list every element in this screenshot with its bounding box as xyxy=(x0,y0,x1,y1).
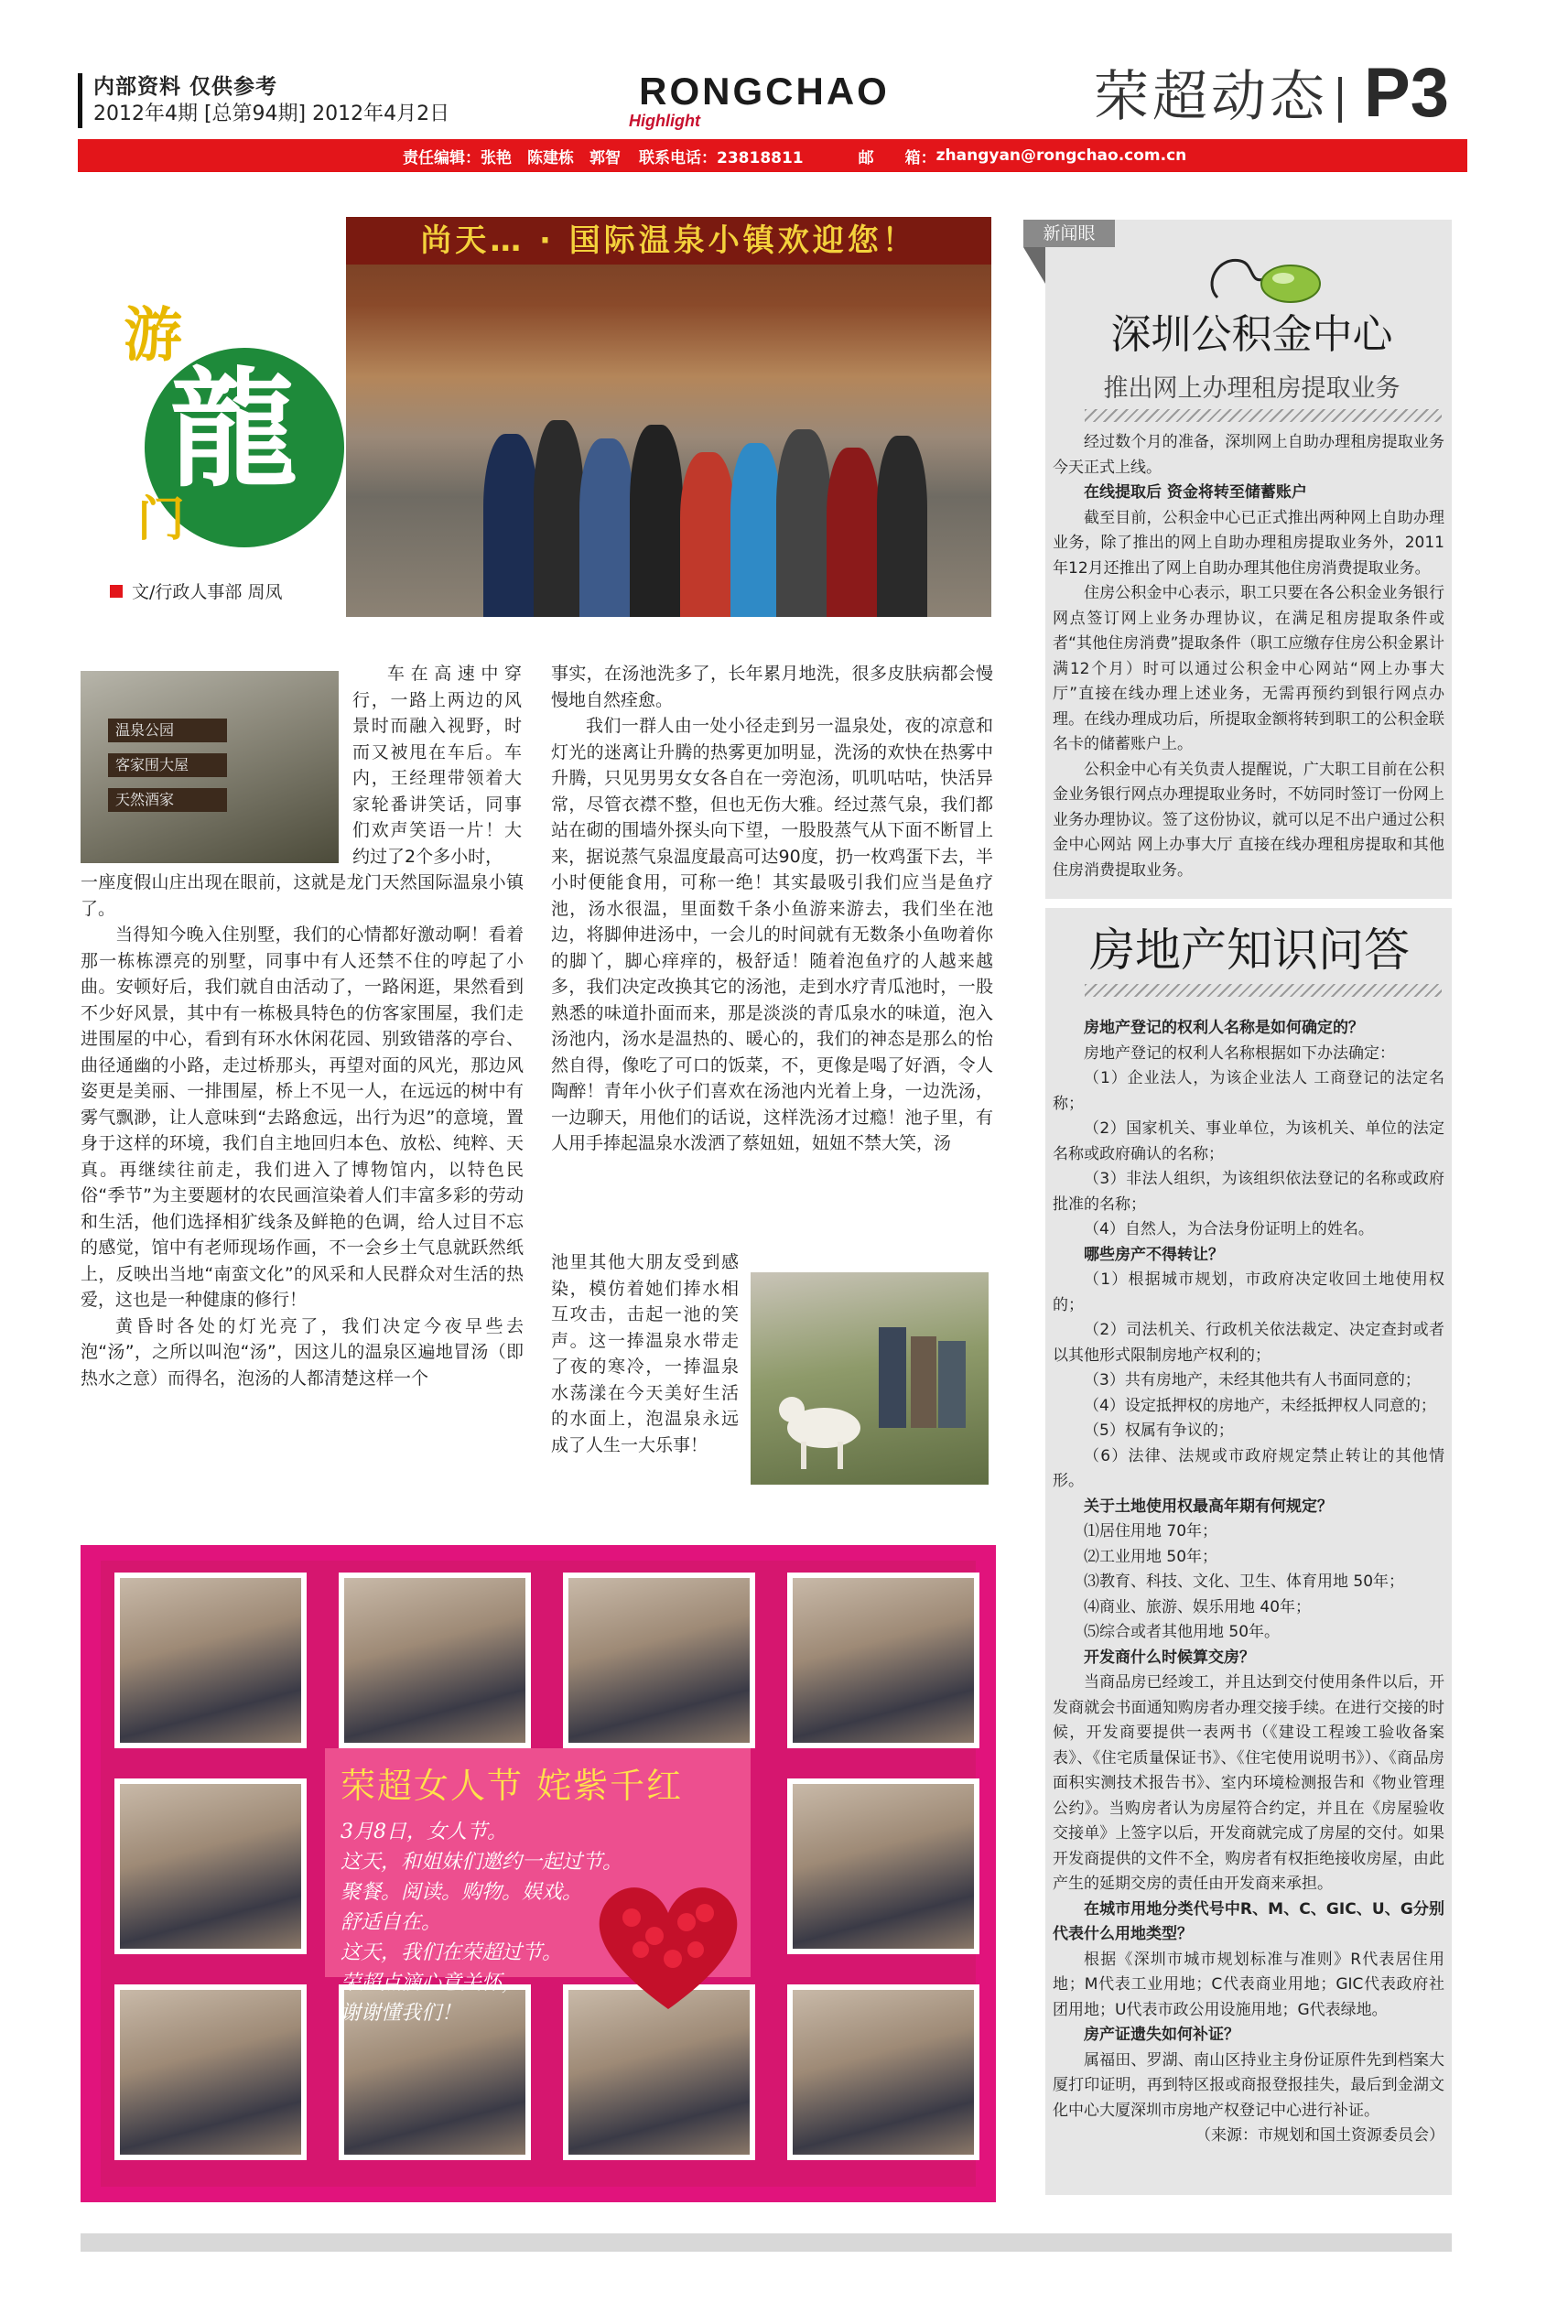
news-paragraph: 住房公积金中心表示，职工只要在各公积金业务银行网点签订网上业务办理协议，在满足租房提取条件或者“其他住房消费”提取条件（职工应缴存住房公积金累计满12个月）时可以通过公积金中心网站“网上办事大厅”直接在线办理上述业务，无需再预约到银行网点办理。在线办理成功后，所提取金额将转到职工的公积金联名卡的储蓄账户上。 xyxy=(1053,584,1444,753)
news-subtitle: 推出网上办理租房提取业务 xyxy=(1103,374,1400,403)
qa-answer: （3）非法人组织，为该组织依法登记的名称或政府批准的名称； xyxy=(1053,1170,1444,1214)
paragraph: 事实，在汤池洗多了，长年累月地洗，很多皮肤病都会慢慢地自然痊愈。 xyxy=(551,664,993,710)
email: zhangyan@rongchao.com.cn xyxy=(935,146,1187,165)
article-text xyxy=(551,1249,739,1458)
qa-answer: 当商品房已经竣工，并且达到交付使用条件以后，开发商就会书面通知购房者办理交接手续。在进行交接的时候，开发商要提供一表两书（《建设工程竣工验收备案表》、《住宅质量保证书》、《住宅使用说明书》）、《商品房面积实测技术报告书》、室内环境检测报告和《物业管理公约》。当购房者认为房屋符合约定，并且在《房屋验收交接单》上签字以后，开发商就完成了房屋的交付。如果开发商提供的文件不全，购房者有权拒绝接收房屋，由此产生的延期交房的责任由开发商来承担。 xyxy=(1053,1673,1444,1893)
title-char-men: 门 xyxy=(137,492,186,547)
qa-answer: ⑶教育、科技、文化、卫生、体育用地 50年； xyxy=(1084,1573,1405,1591)
header-divider xyxy=(1338,77,1342,123)
zigzag-divider xyxy=(1085,984,1442,997)
qa-source: （来源：市规划和国土资源委员会） xyxy=(1195,2126,1444,2145)
paragraph: 当得知今晚入住别墅，我们的心情都好激动啊！看着那一栋栋漂亮的别墅，同事中有人还禁不住的哼起了小曲。安顿好后，我们就自由活动了，一路闲逛，果然看到不少好风景，其中有一栋极具特色的仿客家围屋，我们走进围屋的中心，看到有环水休闲花园、别致错落的亭台、曲径通幽的小路，走过桥那头，再望对面的风光，那边风姿更是美丽、一排围屋，桥上不见一人，在远远的树中有雾气飘渺，让人意味到“去路愈远，出行为迟”的意境，置身于这样的环境，我们自主地回归本色、放松、纯粹、天真。再继续往前走，我们进入了博物馆内，以特色民俗“季节”为主要题材的农民画渲染着人们丰富多彩的劳动和生活，他们选择相犷线条及鲜艳的色调，给人过目不忘的感觉，馆中有老师现场作画，不一会乡土气息就跃然纸上，反映出当地“南蛮文化”的风采和人民群众对生活的热爱，这也是一种健康的修行！ xyxy=(81,924,524,1310)
zigzag-divider xyxy=(1085,409,1442,422)
qa-answer: （1）企业法人，为该企业法人 工商登记的法定名称； xyxy=(1053,1069,1444,1113)
paragraph: 车在高速中穿行，一路上两边的风景时而融入视野，时而又被甩在车后。车内，王经理带领着大家轮番讲笑话，同事们欢声笑语一片！大约过了2个多小时， xyxy=(352,664,522,867)
qa-question: 在城市用地分类代号中R、M、C、GIC、U、G分别代表什么用地类型？ xyxy=(1053,1899,1444,1943)
qa-answer: ⑵工业用地 50年； xyxy=(1084,1547,1218,1566)
qa-answer: （4）自然人，为合法身份证明上的姓名。 xyxy=(1084,1220,1374,1238)
article-text xyxy=(81,870,524,1391)
poem-line: 这天，我们在荣超过节。 xyxy=(341,1941,563,1964)
poem-line: 舒适自在。 xyxy=(341,1911,442,1934)
poem-line: 这天，和姐妹们邀约一起过节。 xyxy=(341,1851,623,1874)
event-photo xyxy=(114,1778,307,1954)
section-title: 荣超动态 xyxy=(1094,65,1328,129)
bullet-square-icon xyxy=(110,585,123,598)
paragraph: 池里其他大朋友受到感染，模仿着她们捧水相互攻击，击起一池的笑声。这一捧温泉水带走了夜的寒冷，一捧温泉水荡漾在今天美好生活的水面上，泡温泉永远成了人生一大乐事！ xyxy=(551,1252,739,1455)
photo-banner: 尚天… · 国际温泉小镇欢迎您！ xyxy=(346,217,991,265)
event-photo xyxy=(339,1573,531,1748)
womens-day-poem xyxy=(341,1817,622,2028)
email-label: 邮 箱： xyxy=(858,148,936,168)
article-text xyxy=(352,661,522,870)
qa-answer: 属福田、罗湖、南山区持业主身份证原件先到档案大厦打印证明，再到特区报或商报登报挂失，最后到金湖文化中心大厦深圳市房地产权登记中心进行补证。 xyxy=(1053,2050,1444,2120)
qa-answer: ⑴居住用地 70年； xyxy=(1084,1522,1218,1540)
logo-subtitle: Highlight xyxy=(629,112,700,130)
news-subheading: 在线提取后 资金将转至储蓄账户 xyxy=(1084,483,1307,502)
editors: 责任编辑：张艳 陈建栋 郭智 xyxy=(403,148,621,168)
sign-label: 天然酒家 xyxy=(108,788,227,812)
tab-corner xyxy=(1023,247,1045,284)
event-photo xyxy=(787,1573,979,1748)
news-paragraph: 截至目前，公积金中心已正式推出两种网上自助办理业务，除了推出的网上自助办理租房提取业务外，2011年12月还推出了网上自助办理其他住房消费提取业务。 xyxy=(1053,508,1444,578)
qa-answer: 房地产登记的权利人名称根据如下办法确定： xyxy=(1084,1043,1395,1063)
logo-text: RONGCHAO xyxy=(639,70,890,113)
event-photo xyxy=(114,1984,307,2160)
article-text xyxy=(551,661,993,1157)
qa-answer: （5）权属有争议的； xyxy=(1084,1421,1234,1440)
author-text: 文/行政人事部 周凤 xyxy=(132,582,283,602)
event-photo xyxy=(787,1778,979,1954)
byline xyxy=(110,578,282,603)
qa-title: 房地产知识问答 xyxy=(1089,924,1410,977)
qa-answer: （1）根据城市规划，市政府决定收回土地使用权的； xyxy=(1053,1270,1444,1314)
paragraph: 一座度假山庄出现在眼前，这就是龙门天然国际温泉小镇了。 xyxy=(81,872,524,919)
issue-line: 2012年4期 [总第94期] 2012年4月2日 xyxy=(93,103,450,125)
qa-answer: （2）司法机关、行政机关依法裁定、决定查封或者以其他形式限制房地产权利的； xyxy=(1053,1321,1444,1365)
qa-answer: 根据《深圳市城市规划标准与准则》R代表居住用地；M代表工业用地；C代表商业用地；GIC代表政府社团用地；U代表市政公用设施用地；G代表绿地。 xyxy=(1053,1950,1444,2019)
bottom-rule xyxy=(81,2233,1452,2252)
news-paragraph: 公积金中心有关负责人提醒说，广大职工目前在公积金业务银行网点办理提取业务时，不妨同时签订一份网上业务办理协议。签了这份协议，就可以足不出户通过公积金中心网站 网上办事大厅 直接在线办理租房提取和其他住房消费提取业务。 xyxy=(1053,760,1444,880)
qa-question: 房地产登记的权利人名称是如何确定的？ xyxy=(1084,1019,1364,1037)
poem-line: 荣超点滴心意关怀， xyxy=(341,1972,523,1994)
event-photo xyxy=(787,1984,979,2160)
group-photo xyxy=(346,217,991,617)
issue-info xyxy=(78,73,490,128)
news-title: 深圳公积金中心 xyxy=(1110,311,1393,358)
qa-answer: （6）法律、法规或市政府规定禁止转让的其他情形。 xyxy=(1053,1446,1444,1490)
news-tab: 新闻眼 xyxy=(1023,220,1115,247)
poem-line: 3月8日，女人节。 xyxy=(341,1821,507,1843)
qa-question: 开发商什么时候算交房？ xyxy=(1084,1648,1255,1667)
qa-question: 哪些房产不得转让？ xyxy=(1084,1245,1224,1264)
qa-answer: （3）共有房地产，未经其他共有人书面同意的； xyxy=(1084,1371,1421,1389)
womens-day-title: 荣超女人节 姹紫千红 xyxy=(341,1766,684,1806)
event-photo xyxy=(563,1573,755,1748)
qa-question: 房产证遗失如何补证？ xyxy=(1084,2026,1239,2044)
paragraph: 黄昏时各处的灯光亮了，我们决定今夜早些去泡“汤”，之所以叫泡“汤”，因这儿的温泉区遍地冒汤（即热水之意）而得名，泡汤的人都清楚这样一个 xyxy=(81,1315,524,1389)
qa-body xyxy=(1053,1016,1444,2149)
paragraph: 我们一群人由一处小径走到另一温泉处，夜的凉意和灯光的迷离让升腾的热雾更加明显，洗汤的欢快在热雾中升腾，只见男男女女各自在一旁泡汤，叽叽咕咕，快活异常，尽管衣襟不整，但也无伤大雅。经过蒸气泉，我们都站在砌的围墙外探头向下望，一股股蒸气从下面不断冒上来，据说蒸气泉温度最高可达90度，扔一枚鸡蛋下去，半小时便能食用，可称一绝！其实最吸引我们应当是鱼疗池，汤水很温，里面数千条小鱼游来游去，我们坐在池边，将脚伸进汤中，一会儿的时间就有无数条小鱼吻着你的脚丫，脚心痒痒的，极舒适！随着泡鱼疗的人越来越多，我们决定改换其它的汤池，走到水疗青瓜池时，一股熟悉的味道扑面而来，那是淡淡的青瓜泉水的味道，泡入汤池内，汤水是温热的、暖心的，我们的神态是那么的怡然自得，像吃了可口的饭菜，不，更像是喝了好酒，令人陶醉！青年小伙子们喜欢在汤池内光着上身，一边洗汤，一边聊天，用他们的话说，这样洗汤才过瘾！池子里，有人用手捧起温泉水泼洒了蔡妞妞，妞妞不禁大笑，汤 xyxy=(551,716,993,1153)
poem-line: 聚餐。阅读。购物。娱戏。 xyxy=(341,1881,583,1904)
qa-answer: （4）设定抵押权的房地产，未经抵押权人同意的； xyxy=(1084,1396,1436,1415)
phone: 联系电话：23818811 xyxy=(639,148,804,168)
news-body xyxy=(1053,430,1444,883)
poem-line: 谢谢懂我们！ xyxy=(341,2002,462,2025)
news-paragraph: 经过数个月的准备，深圳网上自助办理租房提取业务今天正式上线。 xyxy=(1053,433,1444,477)
goat-photo xyxy=(751,1272,989,1485)
qa-answer: ⑸综合或者其他用地 50年。 xyxy=(1084,1623,1281,1641)
page-number: P3 xyxy=(1364,54,1449,132)
qa-answer: ⑷商业、旅游、娱乐用地 40年； xyxy=(1084,1597,1312,1616)
signpost-photo xyxy=(81,671,339,863)
title-char-you: 游 xyxy=(124,301,182,370)
editor-bar xyxy=(78,139,1467,172)
title-char-long: 龍 xyxy=(169,355,298,505)
panel-separator xyxy=(1045,899,1452,908)
qa-answer: （2）国家机关、事业单位，为该机关、单位的法定名称或政府确认的名称； xyxy=(1053,1119,1444,1163)
internal-note: 内部资料 仅供参考 xyxy=(93,75,278,99)
event-photo xyxy=(114,1573,307,1748)
sign-label: 温泉公园 xyxy=(108,719,227,742)
qa-question: 关于土地使用权最高年期有何规定？ xyxy=(1084,1497,1333,1516)
rongchao-logo xyxy=(618,71,911,131)
sign-label: 客家围大屋 xyxy=(108,753,227,777)
